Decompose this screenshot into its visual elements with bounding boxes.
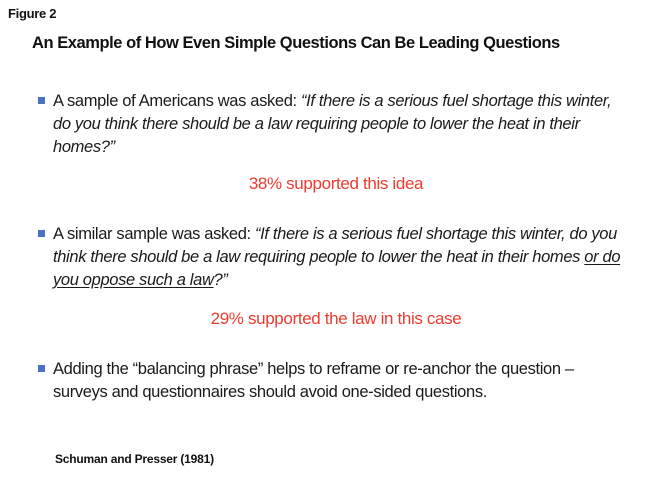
source-citation: Schuman and Presser (1981) xyxy=(55,452,214,466)
bullet-item-balancing-phrase-note xyxy=(38,358,632,404)
bullet2-intro: A similar sample was asked: xyxy=(53,225,256,243)
bullet-square-icon xyxy=(38,97,45,104)
bullet1-quoted-question: “If there is a serious fuel shortage this winter, do you think there should be a law requiring people to lower the heat in their homes?” xyxy=(53,92,612,156)
bullet1-intro: A sample of Americans was asked: xyxy=(53,92,301,110)
bullet-item-similar-sample-question xyxy=(38,223,632,292)
bullet-text xyxy=(53,90,632,159)
bullet-text xyxy=(53,223,632,292)
bullet3-text: Adding the “balancing phrase” helps to reframe or re-anchor the question – surveys and questionnaires should avoid one-sided questions. xyxy=(53,360,574,401)
result-callout-29-percent: 29% supported the law in this case xyxy=(210,309,462,328)
bullet-item-sample-question xyxy=(38,90,632,159)
bullet2-quoted-question-end: ?” xyxy=(213,271,228,289)
bullet2-quoted-question-start: “If there is a serious fuel shortage this winter, do you think there should be a law requiring people to lower the heat in their homes xyxy=(53,225,617,266)
bullet-square-icon xyxy=(38,365,45,372)
result-callout-38-percent: 38% supported this idea xyxy=(248,174,424,193)
figure-label: Figure 2 xyxy=(8,6,57,21)
bullet2-underlined-balancing-phrase: or do you oppose such a law xyxy=(53,248,621,289)
figure-title: An Example of How Even Simple Questions Can Be Leading Questions xyxy=(32,34,560,52)
bullet-square-icon xyxy=(38,230,45,237)
